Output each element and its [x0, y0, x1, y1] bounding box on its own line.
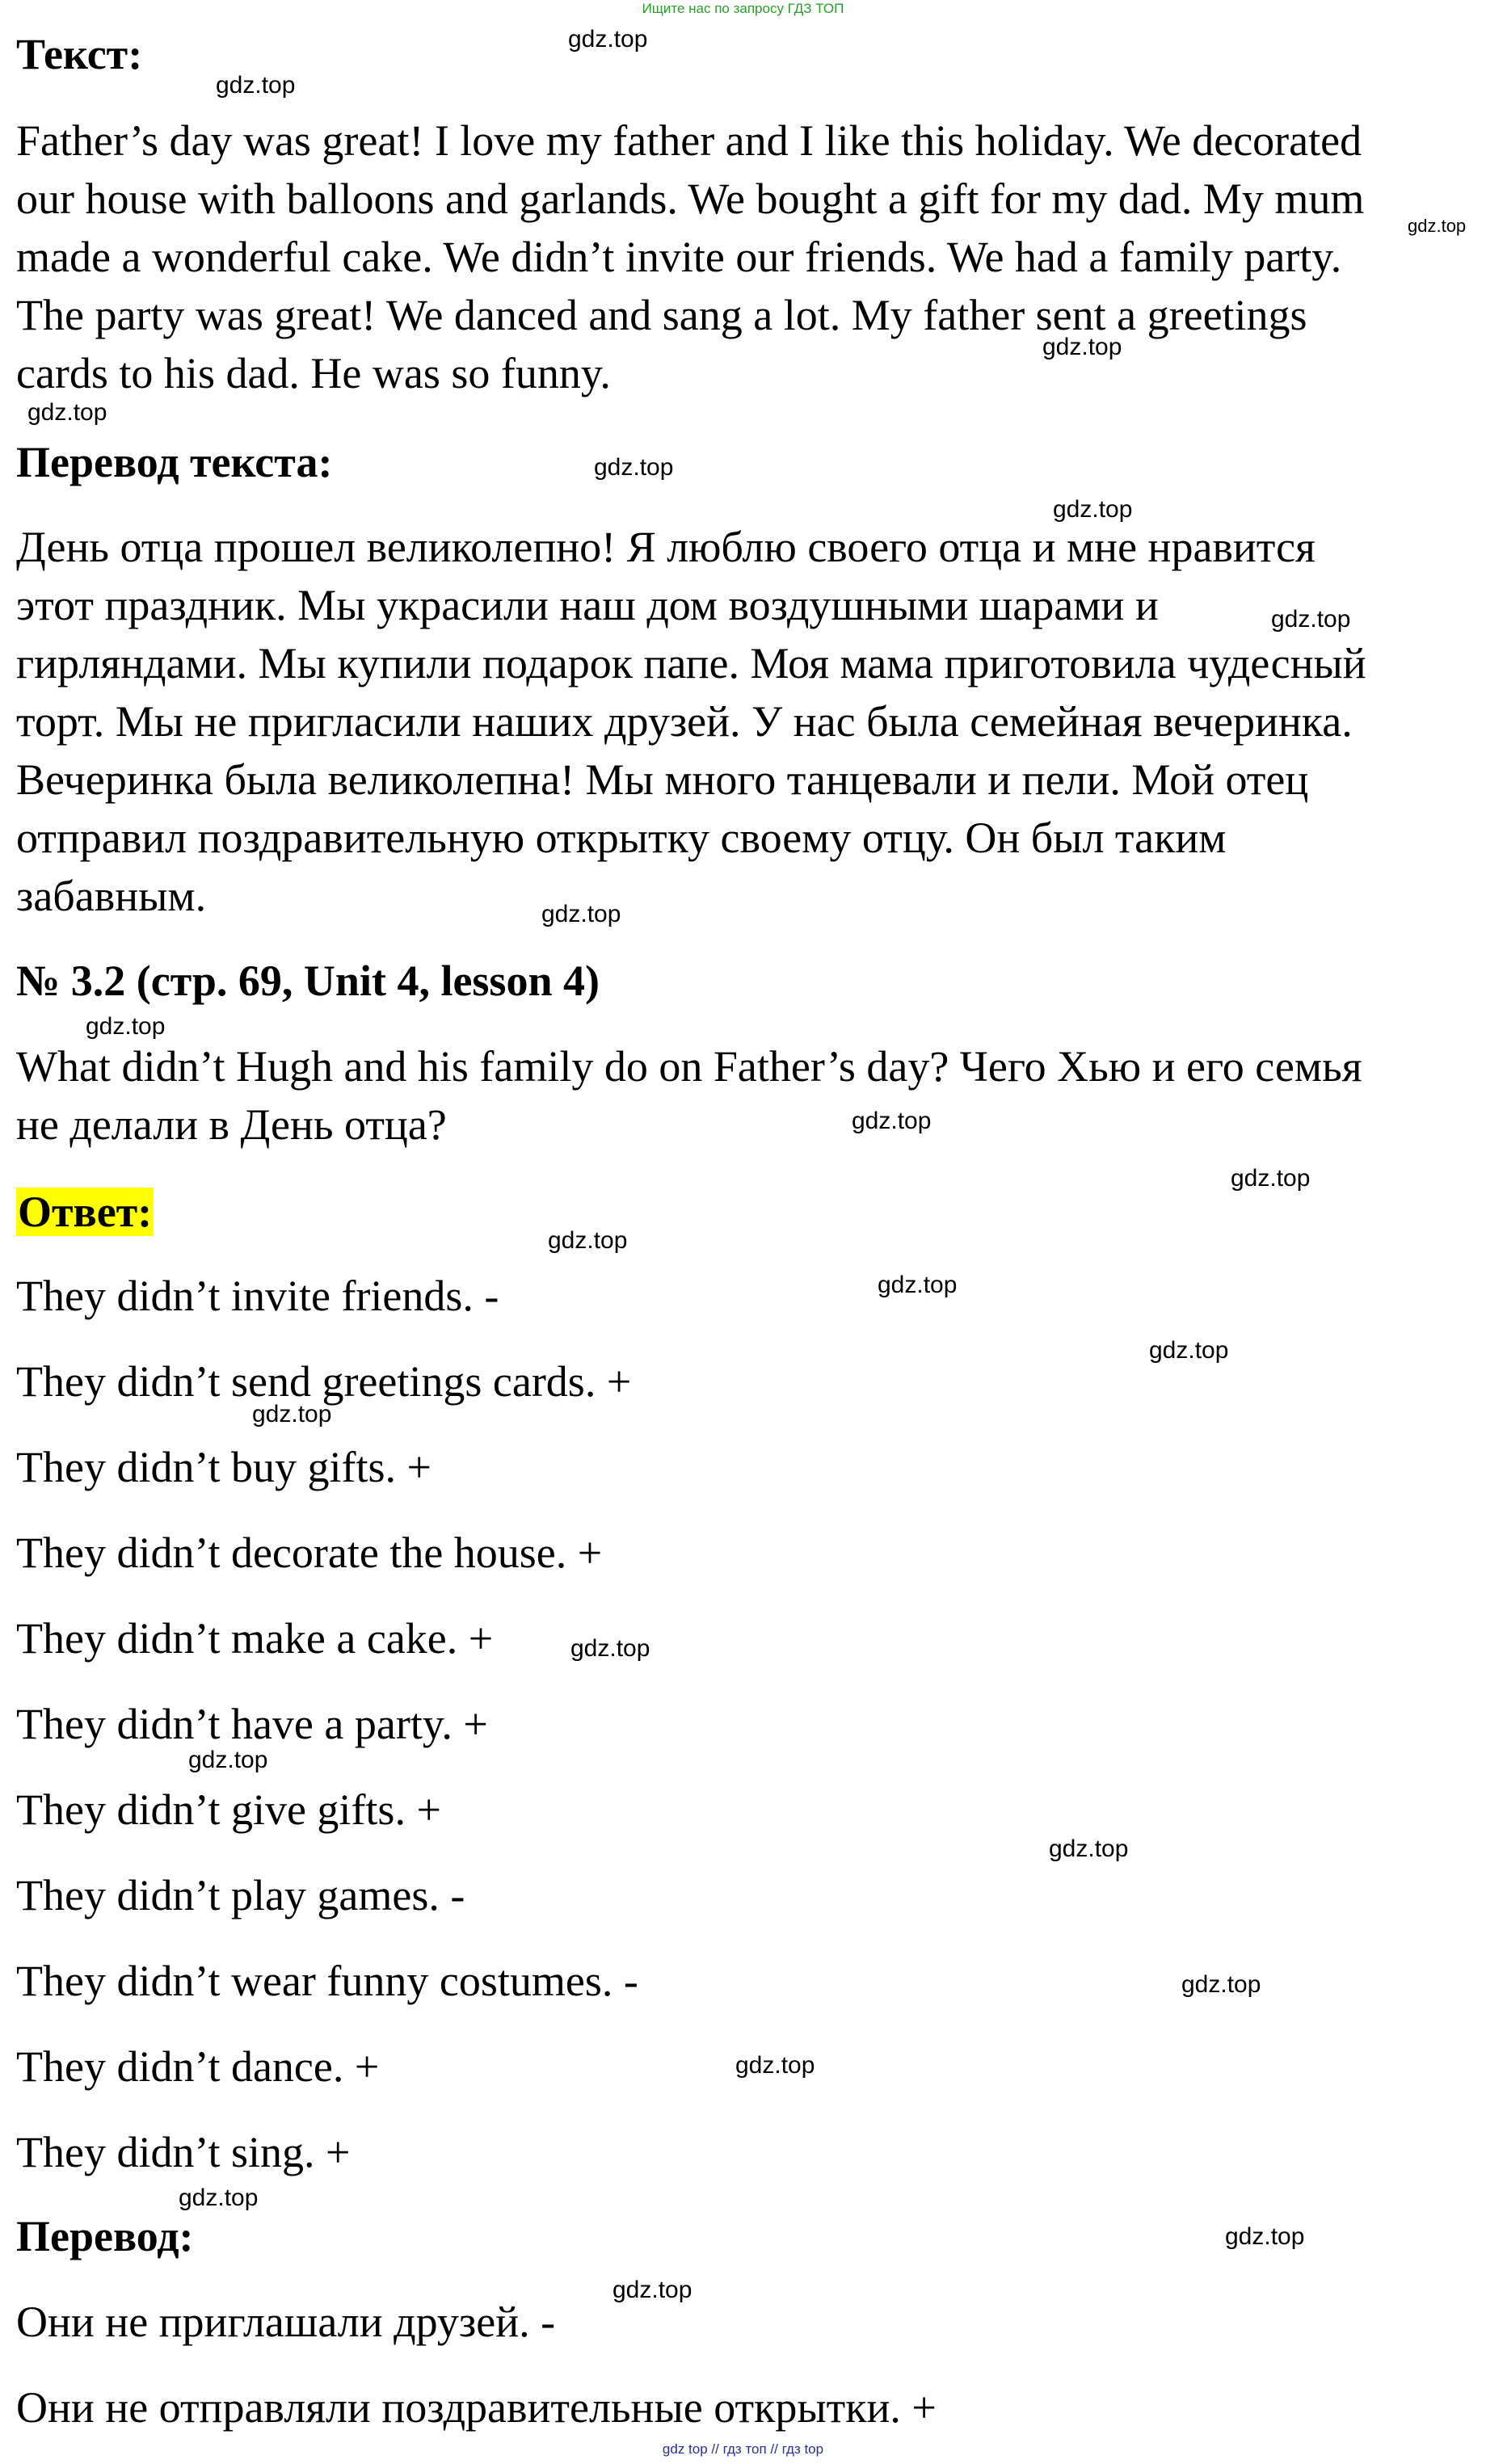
russian-text-line: День отца прошел великолепно! Я люблю своего отца и мне нравится — [16, 523, 1316, 571]
answer-item: They didn’t send greetings cards. + — [16, 1357, 632, 1406]
watermark: gdz.top — [541, 901, 621, 927]
watermark: gdz.top — [1149, 1337, 1229, 1364]
russian-text-line: забавным. — [16, 872, 207, 920]
watermark: gdz.top — [216, 72, 296, 99]
watermark: gdz.top — [1408, 216, 1467, 236]
english-text-line: cards to his dad. He was so funny. — [16, 349, 611, 397]
watermark: gdz.top — [1231, 1165, 1311, 1192]
translation-text-heading: Перевод текста: — [16, 438, 333, 486]
watermark: gdz.top — [878, 1272, 958, 1298]
russian-text-line: отправил поздравительную открытку своему отцу. Он был таким — [16, 814, 1227, 862]
question-line: What didn’t Hugh and his family do on Father’s day? Чего Хью и его семья — [16, 1042, 1362, 1091]
russian-text-line: торт. Мы не пригласили наших друзей. У нас была семейная вечеринка. — [16, 697, 1353, 746]
watermark: gdz.top — [1053, 496, 1133, 523]
watermark: gdz.top — [852, 1108, 932, 1134]
watermark: gdz.top — [548, 1227, 628, 1254]
translation-item: Они не приглашали друзей. - — [16, 2298, 556, 2346]
question-line: не делали в День отца? — [16, 1100, 447, 1149]
watermark: gdz.top — [594, 454, 674, 481]
answer-item: They didn’t play games. - — [16, 1871, 465, 1919]
english-text-line: Father’s day was great! I love my father and I like this holiday. We decorated — [16, 116, 1362, 165]
watermark: gdz.top — [1042, 334, 1122, 360]
watermark: gdz.top — [568, 26, 648, 53]
answer-item: They didn’t give gifts. + — [16, 1785, 441, 1834]
watermark: gdz.top — [1181, 1971, 1261, 1998]
answer-heading — [16, 1183, 154, 1241]
watermark: gdz.top — [1225, 2223, 1305, 2250]
answer-item: They didn’t sing. + — [16, 2128, 351, 2176]
answer-item: They didn’t buy gifts. + — [16, 1443, 431, 1491]
text-heading: Текст: — [16, 30, 143, 78]
answer-item: They didn’t make a cake. + — [16, 1614, 494, 1663]
answer-item: They didn’t wear funny costumes. - — [16, 1957, 638, 2005]
answer-item: They didn’t invite friends. - — [16, 1272, 499, 1320]
watermark: gdz.top — [86, 1013, 166, 1040]
answer-heading-highlight: Ответ: — [18, 1188, 153, 1236]
english-text-line: our house with balloons and garlands. We bought a gift for my dad. My mum — [16, 174, 1365, 223]
russian-text-line: Вечеринка была великолепна! Мы много танцевали и пели. Мой отец — [16, 755, 1309, 804]
answer-item: They didn’t have a party. + — [16, 1700, 488, 1748]
russian-text-line: гирляндами. Мы купили подарок папе. Моя мама приготовила чудесный — [16, 639, 1366, 687]
top-banner[interactable]: Ищите нас по запросу ГДЗ ТОП — [642, 1, 844, 16]
english-text-line: The party was great! We danced and sang a lot. My father sent a greetings — [16, 291, 1307, 339]
watermark: gdz.top — [1049, 1835, 1129, 1862]
watermark: gdz.top — [735, 2052, 815, 2079]
watermark: gdz.top — [252, 1401, 332, 1428]
translation-heading: Перевод: — [16, 2212, 194, 2260]
watermark: gdz.top — [27, 399, 107, 426]
russian-text-line: этот праздник. Мы украсили наш дом воздушными шарами и — [16, 581, 1159, 629]
footer-links[interactable]: gdz top // гдз топ // гдз top — [662, 2441, 824, 2457]
answer-item: They didn’t decorate the house. + — [16, 1528, 603, 1577]
watermark: gdz.top — [1271, 606, 1351, 633]
english-text-line: made a wonderful cake. We didn’t invite our friends. We had a family party. — [16, 233, 1342, 281]
answer-item: They didn’t dance. + — [16, 2042, 380, 2091]
translation-item: Они не отправляли поздравительные открытки. + — [16, 2383, 937, 2432]
exercise-heading: № 3.2 (стр. 69, Unit 4, lesson 4) — [16, 957, 600, 1005]
watermark: gdz.top — [570, 1635, 650, 1662]
watermark: gdz.top — [179, 2184, 259, 2211]
watermark: gdz.top — [613, 2277, 692, 2303]
watermark: gdz.top — [188, 1747, 268, 1773]
